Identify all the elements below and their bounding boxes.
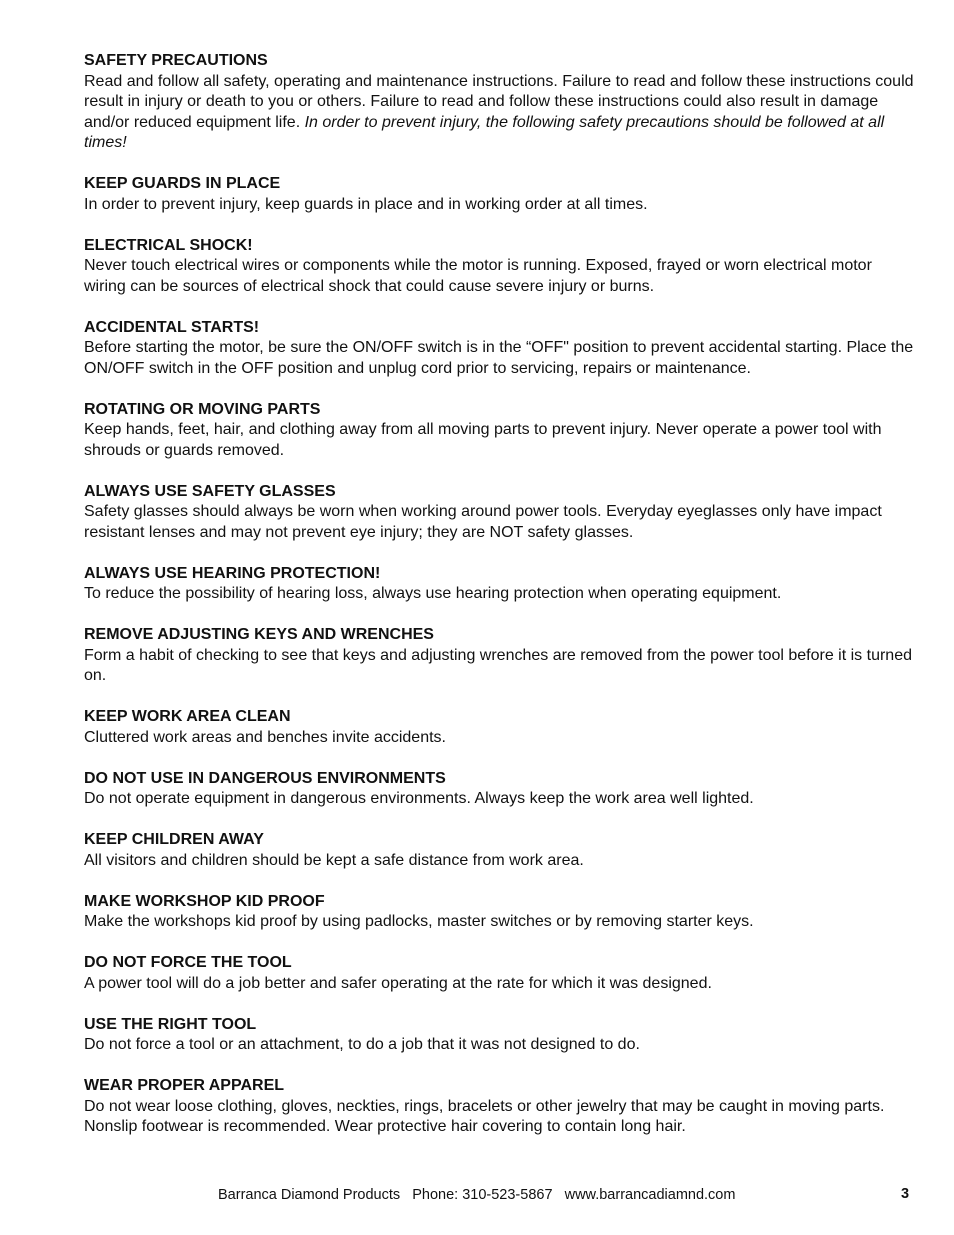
section-heading: REMOVE ADJUSTING KEYS AND WRENCHES [84,626,434,643]
section-body: Do not operate equipment in dangerous environments. Always keep the work area well lighted. [84,790,754,807]
section-body: All visitors and children should be kept a safe distance from work area. [84,851,584,869]
section-proper-apparel [84,1076,914,1138]
section-body: Before starting the motor, be sure the ON/OFF switch is in the “OFF" position to prevent accidental starting. Place the ON/OFF switch in the OFF position and unplug cord prior to servicing, repairs or maintenance. [84,339,914,377]
section-heading: DO NOT FORCE THE TOOL [84,954,292,971]
section-body: Never touch electrical wires or components while the motor is running. Exposed, frayed or worn electrical motor wiring can be sources of electrical shock that could cause severe injury or burns. [84,257,872,295]
section-body: Do not wear loose clothing, gloves, neckties, rings, bracelets or other jewelry that may be caught in moving parts. Nonslip footwear is recommended. Wear protective hair covering to contain long hair. [84,1097,885,1135]
page-number: 3 [901,1186,910,1202]
section-body-text: Read and follow all safety, operating and maintenance instructions. Failure to read and follow these instructions could result in injury or death to you or others. Failure to read and follow these instructions could also result in damage and/or reduced equipment life. [84,72,914,131]
section-dangerous-environments [84,769,914,810]
section-electrical-shock [84,236,914,298]
section-keep-work-area-clean [84,707,914,748]
section-body: A power tool will do a job better and safer operating at the rate for which it was designed. [84,974,712,992]
section-body [84,72,914,154]
section-heading: ROTATING OR MOVING PARTS [84,400,321,418]
section-body: Safety glasses should always be worn when working around power tools. Everyday eyeglasses only have impact resistant lenses and may not prevent eye injury; they are NOT safety glasses. [84,503,882,541]
section-keep-children-away [84,830,914,871]
section-hearing-protection [84,564,914,605]
section-kid-proof [84,892,914,933]
section-heading: DO NOT USE IN DANGEROUS ENVIRONMENTS [84,769,446,787]
section-safety-glasses [84,482,914,544]
page-footer [0,1185,954,1205]
section-rotating-moving-parts [84,400,914,462]
section-heading: USE THE RIGHT TOOL [84,1015,257,1033]
section-heading: ALWAYS USE HEARING PROTECTION! [84,564,381,582]
section-heading: ALWAYS USE SAFETY GLASSES [84,482,336,500]
section-safety-precautions [84,51,914,154]
section-heading: SAFETY PRECAUTIONS [84,52,268,69]
section-use-right-tool [84,1015,914,1056]
section-heading: KEEP GUARDS IN PLACE [84,175,281,192]
section-remove-keys-wrenches [84,625,914,687]
section-do-not-force-tool [84,953,914,994]
section-accidental-starts [84,318,914,380]
section-body: Keep hands, feet, hair, and clothing away from all moving parts to prevent injury. Never operate a power tool with shrouds or guards removed. [84,421,882,459]
section-body-italic: In order to prevent injury, the following safety precautions should be followed at all times! [84,113,885,151]
section-heading: KEEP CHILDREN AWAY [84,831,264,848]
section-heading: ACCIDENTAL STARTS! [84,318,260,336]
section-body: In order to prevent injury, keep guards in place and in working order at all times. [84,195,648,213]
section-body: Form a habit of checking to see that keys and adjusting wrenches are removed from the power tool before it is turned on. [84,646,912,684]
section-body: Cluttered work areas and benches invite accidents. [84,728,446,746]
section-body: Make the workshops kid proof by using padlocks, master switches or by removing starter keys. [84,913,754,930]
section-heading: KEEP WORK AREA CLEAN [84,708,291,725]
section-heading: WEAR PROPER APPAREL [84,1077,285,1094]
safety-instructions [84,51,914,1158]
section-body: To reduce the possibility of hearing loss, always use hearing protection when operating equipment. [84,585,782,602]
footer-contact-info: Barranca Diamond Products Phone: 310-523-5867 www.barrancadiamnd.com [218,1187,736,1203]
section-heading: MAKE WORKSHOP KID PROOF [84,892,325,910]
section-body: Do not force a tool or an attachment, to do a job that it was not designed to do. [84,1036,640,1053]
section-keep-guards-in-place [84,174,914,215]
section-heading: ELECTRICAL SHOCK! [84,236,253,254]
